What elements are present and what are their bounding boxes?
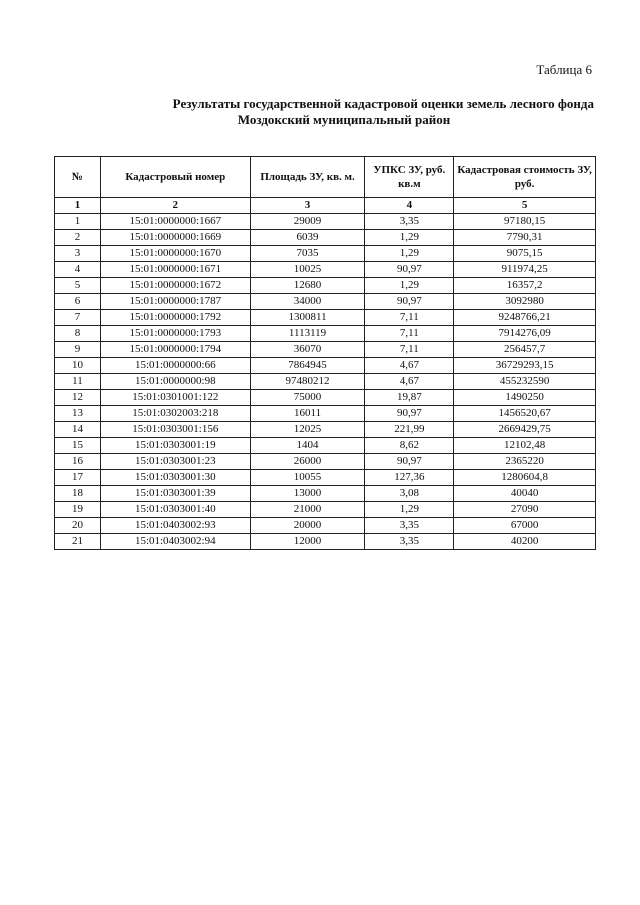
table-row: [55, 310, 596, 326]
area-cell: 10055: [250, 470, 365, 486]
upks-cell: 4,67: [365, 358, 454, 374]
cadastral-value-cell: 1456520,67: [454, 406, 596, 422]
cadastral-value-cell: 27090: [454, 502, 596, 518]
upks-cell: 90,97: [365, 406, 454, 422]
cadastral-number-cell: 15:01:0403002:93: [100, 518, 250, 534]
row-number-cell: 5: [55, 278, 101, 294]
header-row: [55, 157, 596, 198]
cadastral-value-cell: 9248766,21: [454, 310, 596, 326]
upks-cell: 19,87: [365, 390, 454, 406]
area-cell: 16011: [250, 406, 365, 422]
cadastral-number-cell: 15:01:0303001:30: [100, 470, 250, 486]
cadastral-number-cell: 15:01:0000000:1667: [100, 214, 250, 230]
row-number-cell: 7: [55, 310, 101, 326]
table-row: [55, 486, 596, 502]
area-cell: 7035: [250, 246, 365, 262]
table-row: [55, 246, 596, 262]
cadastral-value-cell: 3092980: [454, 294, 596, 310]
upks-cell: 3,08: [365, 486, 454, 502]
row-number-cell: 14: [55, 422, 101, 438]
cadastral-number-cell: 15:01:0000000:1669: [100, 230, 250, 246]
area-cell: 26000: [250, 454, 365, 470]
row-number-cell: 13: [55, 406, 101, 422]
upks-cell: 7,11: [365, 342, 454, 358]
row-number-cell: 21: [55, 534, 101, 550]
upks-cell: 7,11: [365, 310, 454, 326]
row-number-cell: 4: [55, 262, 101, 278]
table-row: [55, 326, 596, 342]
table-row: [55, 470, 596, 486]
table-row: [55, 262, 596, 278]
table-row: [55, 214, 596, 230]
area-cell: 20000: [250, 518, 365, 534]
upks-cell: 7,11: [365, 326, 454, 342]
upks-cell: 1,29: [365, 230, 454, 246]
area-cell: 13000: [250, 486, 365, 502]
cadastral-number-cell: 15:01:0303001:40: [100, 502, 250, 518]
table-row: [55, 390, 596, 406]
cadastral-value-cell: 40040: [454, 486, 596, 502]
area-cell: 29009: [250, 214, 365, 230]
upks-cell: 1,29: [365, 502, 454, 518]
area-cell: 12025: [250, 422, 365, 438]
cadastral-value-cell: 40200: [454, 534, 596, 550]
area-cell: 97480212: [250, 374, 365, 390]
upks-cell: 90,97: [365, 454, 454, 470]
cadastral-number-cell: 15:01:0301001:122: [100, 390, 250, 406]
title-line-1: Результаты государственной кадастровой оценки земель лесного фонда: [172, 96, 594, 111]
row-number-cell: 11: [55, 374, 101, 390]
row-number-cell: 3: [55, 246, 101, 262]
area-cell: 1113119: [250, 326, 365, 342]
cadastral-value-cell: 9075,15: [454, 246, 596, 262]
cadastral-value-cell: 36729293,15: [454, 358, 596, 374]
row-number-cell: 15: [55, 438, 101, 454]
cadastral-number-cell: 15:01:0000000:1793: [100, 326, 250, 342]
table-row: [55, 230, 596, 246]
header-cadastral-value: Кадастровая стоимость ЗУ, руб.: [454, 157, 596, 198]
row-number-cell: 19: [55, 502, 101, 518]
cadastral-value-cell: 2365220: [454, 454, 596, 470]
area-cell: 12680: [250, 278, 365, 294]
row-number-cell: 2: [55, 230, 101, 246]
row-number-cell: 17: [55, 470, 101, 486]
row-number-cell: 1: [55, 214, 101, 230]
cadastral-number-cell: 15:01:0303001:23: [100, 454, 250, 470]
area-cell: 1300811: [250, 310, 365, 326]
upks-cell: 3,35: [365, 534, 454, 550]
upks-cell: 3,35: [365, 214, 454, 230]
header-cadastral-number: Кадастровый номер: [100, 157, 250, 198]
cadastral-number-cell: 15:01:0302003:218: [100, 406, 250, 422]
header-upks: УПКС ЗУ, руб. кв.м: [365, 157, 454, 198]
upks-cell: 90,97: [365, 294, 454, 310]
row-number-cell: 10: [55, 358, 101, 374]
upks-cell: 8,62: [365, 438, 454, 454]
column-number-row: [55, 198, 596, 214]
cadastral-value-cell: 16357,2: [454, 278, 596, 294]
table-number-label: Таблица 6: [536, 62, 592, 77]
table-row: [55, 438, 596, 454]
table-row: [55, 406, 596, 422]
row-number-cell: 8: [55, 326, 101, 342]
cadastral-number-cell: 15:01:0000000:1671: [100, 262, 250, 278]
table-row: [55, 342, 596, 358]
cadastral-value-cell: 2669429,75: [454, 422, 596, 438]
table-row: [55, 294, 596, 310]
area-cell: 75000: [250, 390, 365, 406]
table-row: [55, 534, 596, 550]
cadastral-value-cell: 256457,7: [454, 342, 596, 358]
cadastral-number-cell: 15:01:0000000:1792: [100, 310, 250, 326]
cadastral-value-cell: 911974,25: [454, 262, 596, 278]
column-number: 1: [55, 198, 101, 214]
area-cell: 6039: [250, 230, 365, 246]
header-number: №: [55, 157, 101, 198]
cadastral-number-cell: 15:01:0000000:1672: [100, 278, 250, 294]
row-number-cell: 16: [55, 454, 101, 470]
cadastral-value-cell: 67000: [454, 518, 596, 534]
row-number-cell: 18: [55, 486, 101, 502]
row-number-cell: 6: [55, 294, 101, 310]
cadastral-number-cell: 15:01:0303001:19: [100, 438, 250, 454]
upks-cell: 1,29: [365, 246, 454, 262]
upks-cell: 3,35: [365, 518, 454, 534]
header-area: Площадь ЗУ, кв. м.: [250, 157, 365, 198]
area-cell: 21000: [250, 502, 365, 518]
area-cell: 36070: [250, 342, 365, 358]
cadastral-number-cell: 15:01:0000000:1787: [100, 294, 250, 310]
document-title: [54, 96, 594, 128]
cadastral-value-cell: 7914276,09: [454, 326, 596, 342]
cadastral-value-cell: 1280604,8: [454, 470, 596, 486]
cadastral-value-cell: 455232590: [454, 374, 596, 390]
table-row: [55, 454, 596, 470]
cadastral-number-cell: 15:01:0303001:39: [100, 486, 250, 502]
column-number: 3: [250, 198, 365, 214]
area-cell: 1404: [250, 438, 365, 454]
cadastral-number-cell: 15:01:0000000:1670: [100, 246, 250, 262]
title-line-2: Моздокский муниципальный район: [237, 112, 451, 127]
cadastral-number-cell: 15:01:0000000:66: [100, 358, 250, 374]
area-cell: 34000: [250, 294, 365, 310]
area-cell: 7864945: [250, 358, 365, 374]
column-number: 4: [365, 198, 454, 214]
area-cell: 10025: [250, 262, 365, 278]
table-row: [55, 518, 596, 534]
upks-cell: 4,67: [365, 374, 454, 390]
cadastral-number-cell: 15:01:0303001:156: [100, 422, 250, 438]
row-number-cell: 9: [55, 342, 101, 358]
table-row: [55, 422, 596, 438]
cadastral-value-cell: 1490250: [454, 390, 596, 406]
cadastral-valuation-table: [54, 156, 596, 550]
column-number: 2: [100, 198, 250, 214]
cadastral-value-cell: 97180,15: [454, 214, 596, 230]
cadastral-value-cell: 12102,48: [454, 438, 596, 454]
cadastral-number-cell: 15:01:0403002:94: [100, 534, 250, 550]
upks-cell: 1,29: [365, 278, 454, 294]
upks-cell: 90,97: [365, 262, 454, 278]
table-body: [55, 214, 596, 550]
upks-cell: 127,36: [365, 470, 454, 486]
row-number-cell: 20: [55, 518, 101, 534]
table-row: [55, 278, 596, 294]
table-row: [55, 374, 596, 390]
column-number: 5: [454, 198, 596, 214]
cadastral-number-cell: 15:01:0000000:98: [100, 374, 250, 390]
upks-cell: 221,99: [365, 422, 454, 438]
table-row: [55, 358, 596, 374]
table-row: [55, 502, 596, 518]
cadastral-number-cell: 15:01:0000000:1794: [100, 342, 250, 358]
row-number-cell: 12: [55, 390, 101, 406]
area-cell: 12000: [250, 534, 365, 550]
cadastral-value-cell: 7790,31: [454, 230, 596, 246]
